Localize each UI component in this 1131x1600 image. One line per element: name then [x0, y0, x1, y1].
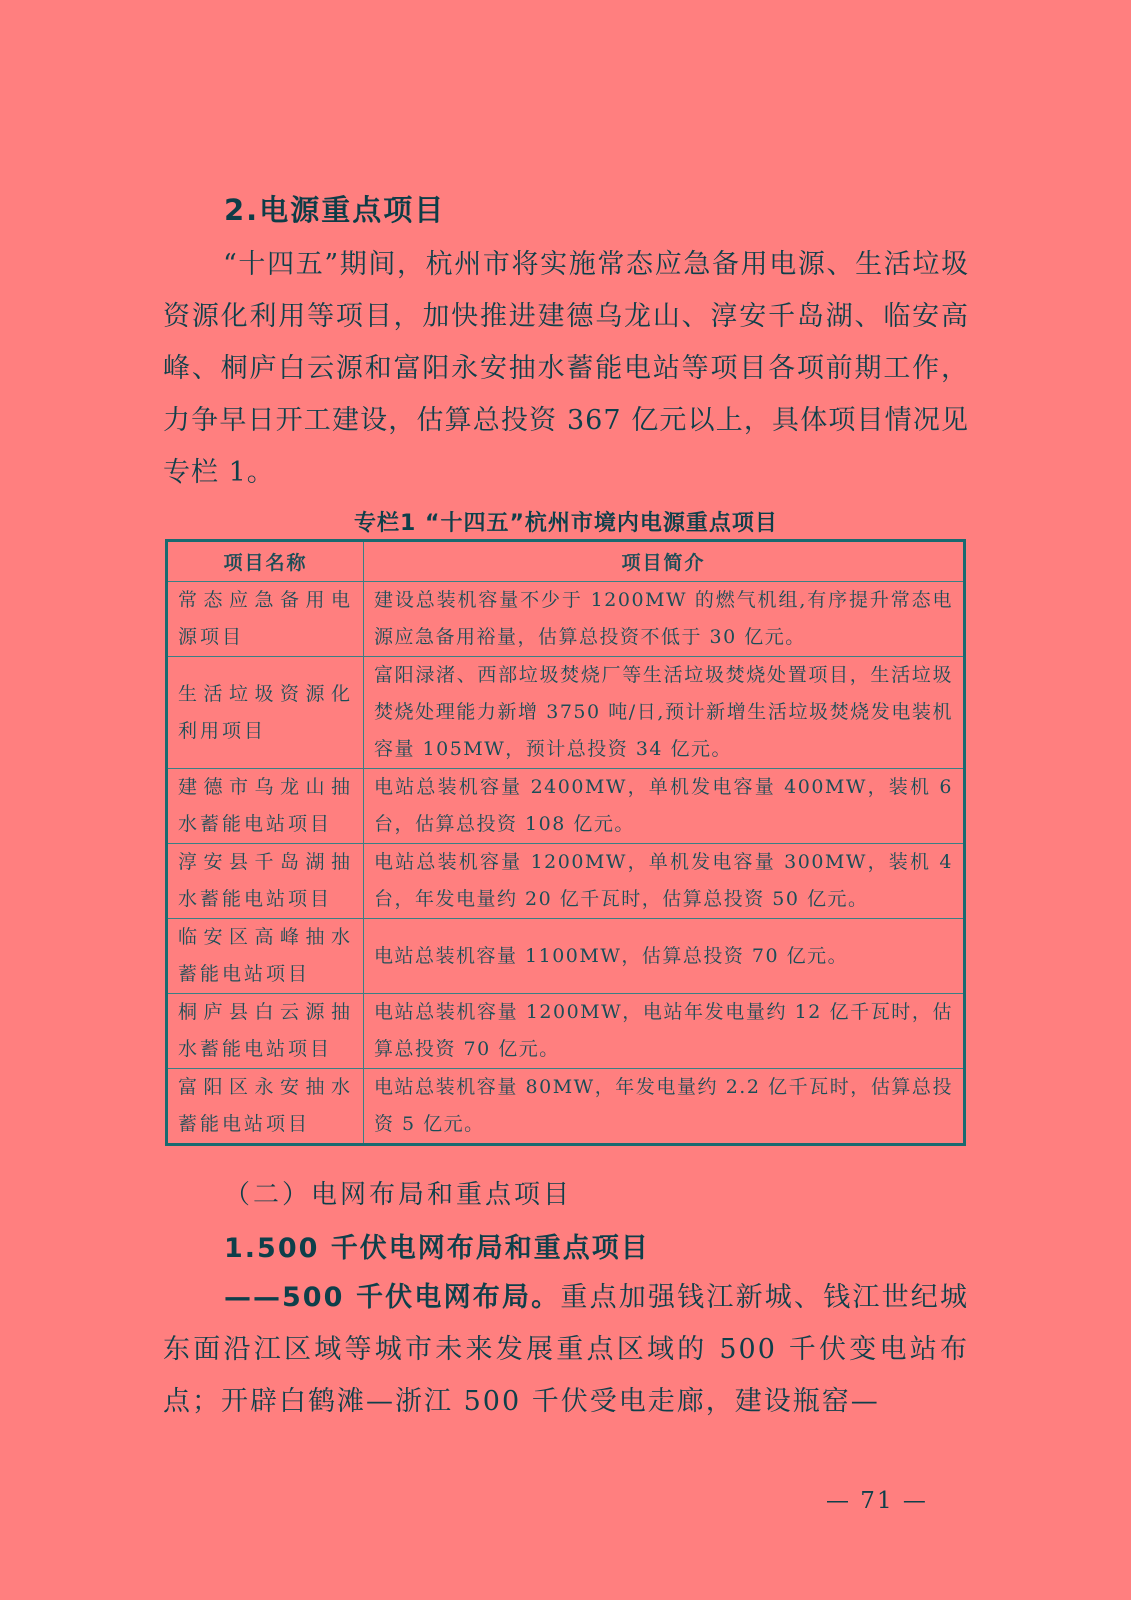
- table-caption: 专栏1 “十四五”杭州市境内电源重点项目: [354, 511, 778, 536]
- project-name-cell: 常态应急备用电源项目: [167, 582, 364, 657]
- project-name-cell: 桐庐县白云源抽水蓄能电站项目: [167, 994, 364, 1069]
- column-header-name: 项目名称: [167, 541, 364, 582]
- project-name-cell: 建德市乌龙山抽水蓄能电站项目: [167, 769, 364, 844]
- project-description-cell: 电站总装机容量 80MW，年发电量约 2.2 亿千瓦时，估算总投资 5 亿元。: [364, 1069, 965, 1145]
- project-description-cell: 建设总装机容量不少于 1200MW 的燃气机组,有序提升常态电源应急备用裕量，估算总投资不低于 30 亿元。: [364, 582, 965, 657]
- table-row: [167, 844, 965, 919]
- page-number: — 71 —: [826, 1488, 928, 1514]
- table-header-row: [167, 541, 965, 582]
- table-row: [167, 657, 965, 769]
- table-row: [167, 1069, 965, 1145]
- paragraph-lead: ——500 千伏电网布局。: [224, 1282, 561, 1313]
- project-name-cell: 生活垃圾资源化利用项目: [167, 657, 364, 769]
- section-heading-grid: 1.500 千伏电网布局和重点项目: [224, 1233, 650, 1264]
- project-description-cell: 电站总装机容量 1200MW，电站年发电量约 12 亿千瓦时，估算总投资 70 亿元。: [364, 994, 965, 1069]
- project-description-cell: 电站总装机容量 1100MW，估算总投资 70 亿元。: [364, 919, 965, 994]
- project-description-cell: 富阳渌渚、西部垃圾焚烧厂等生活垃圾焚烧处置项目，生活垃圾焚烧处理能力新增 3750 吨/日,预计新增生活垃圾焚烧发电装机容量 105MW，预计总投资 34 亿元。: [364, 657, 965, 769]
- column-header-description: 项目简介: [364, 541, 965, 582]
- section-heading: 2.电源重点项目: [224, 193, 446, 227]
- project-name-cell: 临安区高峰抽水蓄能电站项目: [167, 919, 364, 994]
- project-table: [165, 539, 966, 1146]
- project-description-cell: 电站总装机容量 2400MW，单机发电容量 400MW，装机 6 台，估算总投资 108 亿元。: [364, 769, 965, 844]
- project-description-cell: 电站总装机容量 1200MW，单机发电容量 300MW，装机 4 台，年发电量约 20 亿千瓦时，估算总投资 50 亿元。: [364, 844, 965, 919]
- table-row: [167, 582, 965, 657]
- subsection-heading: （二）电网布局和重点项目: [224, 1180, 573, 1210]
- project-name-cell: 富阳区永安抽水蓄能电站项目: [167, 1069, 364, 1145]
- table-row: [167, 994, 965, 1069]
- paragraph-grid-layout: [163, 1272, 969, 1428]
- paragraph-intro: “十四五”期间，杭州市将实施常态应急备用电源、生活垃圾资源化利用等项目，加快推进建德乌龙山、淳安千岛湖、临安高峰、桐庐白云源和富阳永安抽水蓄能电站等项目各项前期工作，力争早日开工建设，估算总投资 367 亿元以上，具体项目情况见专栏 1。: [163, 249, 969, 488]
- paragraph-body: 重点加强钱江新城、钱江世纪城东面沿江区域等城市未来发展重点区域的 500 千伏变电站布点；开辟白鹤滩—浙江 500 千伏受电走廊，建设瓶窑—: [163, 1282, 969, 1417]
- table-row: [167, 769, 965, 844]
- project-name-cell: 淳安县千岛湖抽水蓄能电站项目: [167, 844, 364, 919]
- table-row: [167, 919, 965, 994]
